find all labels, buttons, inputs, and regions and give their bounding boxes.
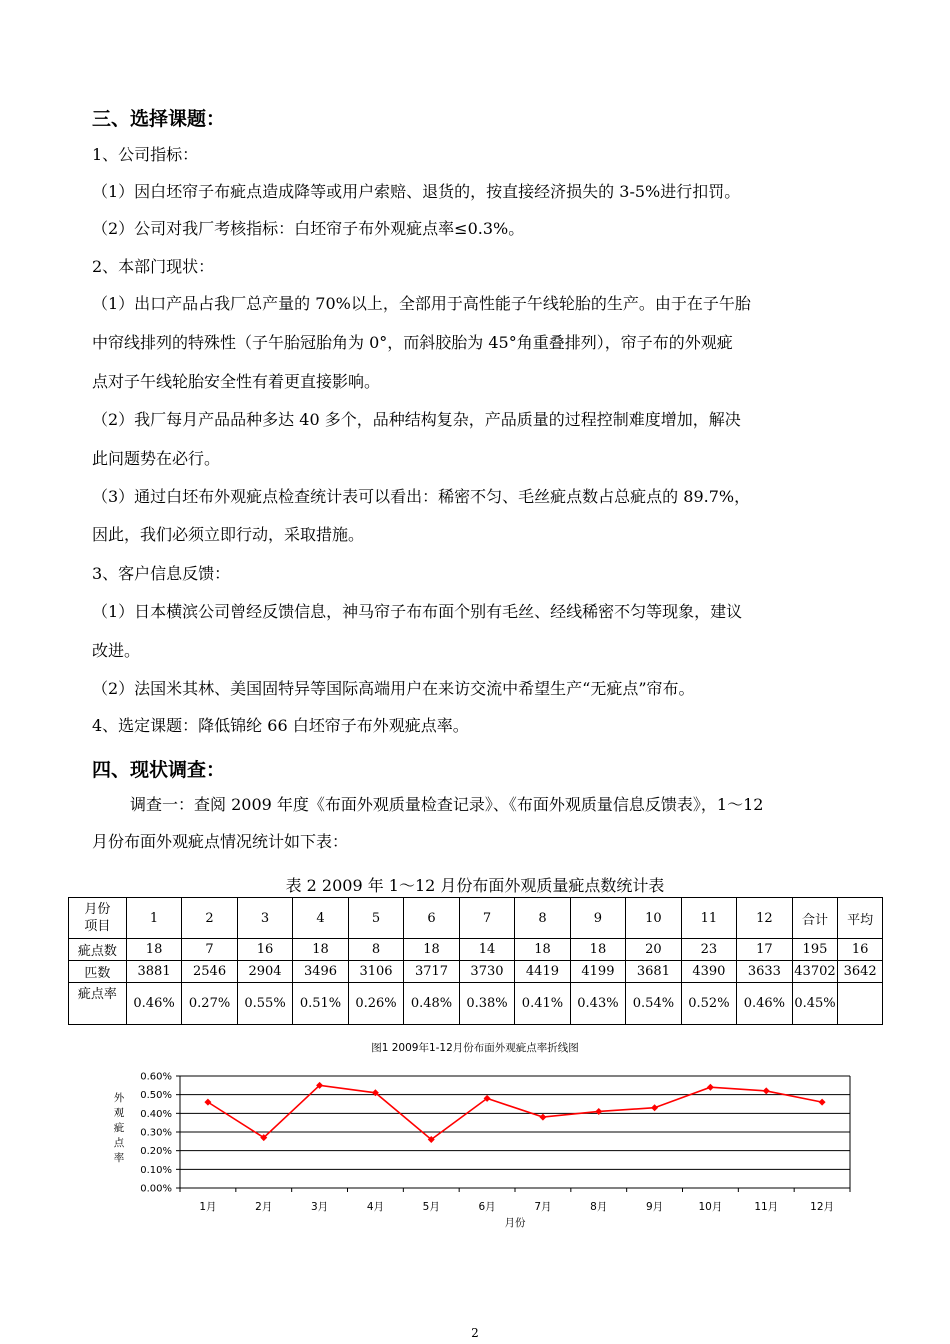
corner-bottom: 项目 bbox=[84, 919, 111, 934]
table-cell: 0.52% bbox=[681, 983, 736, 1025]
data-point bbox=[539, 1114, 546, 1121]
paragraph: （1）日本横滨公司曾经反馈信息，神马帘子布布面个别有毛丝、经线稀密不匀等现象，建议 bbox=[92, 602, 743, 621]
paragraph: （2）我厂每月产品品种多达 40 多个，品种结构复杂，产品质量的过程控制难度增加，解决 bbox=[92, 410, 741, 429]
x-tick-label: 10月 bbox=[698, 1201, 723, 1213]
y-tick-label: 0.50% bbox=[140, 1090, 172, 1102]
table-cell: 16 bbox=[237, 939, 292, 961]
table-cell: 18 bbox=[570, 939, 625, 961]
paragraph: 点对子午线轮胎安全性有着更直接影响。 bbox=[92, 372, 381, 391]
column-header: 1 bbox=[126, 898, 181, 939]
table-cell: 0.27% bbox=[182, 983, 237, 1025]
paragraph: 3、客户信息反馈： bbox=[92, 564, 231, 583]
column-header: 8 bbox=[515, 898, 570, 939]
table-cell: 4419 bbox=[515, 961, 570, 983]
paragraph: （1）因白坯帘子布疵点造成降等或用户索赔、退货的，按直接经济损失的 3-5%进行扣罚。 bbox=[92, 182, 741, 201]
table-cell: 7 bbox=[182, 939, 237, 961]
paragraph: （2）法国米其林、美国固特异等国际高端用户在来访交流中希望生产“无疵点”帘布。 bbox=[92, 679, 695, 698]
paragraph: 此问题势在必行。 bbox=[92, 449, 221, 468]
table-cell: 3106 bbox=[348, 961, 403, 983]
paragraph: 1、公司指标： bbox=[92, 145, 199, 164]
x-tick-label: 4月 bbox=[366, 1201, 385, 1213]
y-tick-label: 0.20% bbox=[140, 1146, 172, 1158]
column-header: 10 bbox=[626, 898, 681, 939]
table-cell: 0.45% bbox=[792, 983, 838, 1025]
table-cell: 3717 bbox=[404, 961, 459, 983]
table-cell: 4390 bbox=[681, 961, 736, 983]
x-tick-label: 2月 bbox=[255, 1201, 273, 1213]
row-label: 匹数 bbox=[69, 961, 127, 983]
table-cell: 195 bbox=[792, 939, 838, 961]
table-cell: 0.46% bbox=[126, 983, 181, 1025]
y-tick-label: 0.40% bbox=[140, 1108, 172, 1120]
section4-heading: 四、现状调查： bbox=[92, 759, 226, 781]
table-cell: 2546 bbox=[182, 961, 237, 983]
paragraph: 2、本部门现状： bbox=[92, 257, 215, 276]
paragraph: 改进。 bbox=[92, 641, 141, 660]
table-cell: 0.41% bbox=[515, 983, 570, 1025]
column-header: 9 bbox=[570, 898, 625, 939]
x-tick-label: 5月 bbox=[422, 1201, 440, 1213]
table-cell: 8 bbox=[348, 939, 403, 961]
row-label: 疵点率 bbox=[69, 983, 127, 1025]
column-header: 4 bbox=[293, 898, 348, 939]
x-tick-label: 1月 bbox=[199, 1201, 217, 1213]
table-cell: 20 bbox=[626, 939, 681, 961]
row-label: 疵点数 bbox=[69, 939, 127, 961]
table-cell: 16 bbox=[838, 939, 883, 961]
data-point bbox=[763, 1087, 770, 1094]
table-cell: 0.38% bbox=[459, 983, 514, 1025]
y-axis-label: 外观疵点率 bbox=[113, 1092, 125, 1164]
paragraph: 因此，我们必须立即行动，采取措施。 bbox=[92, 525, 365, 544]
data-point bbox=[651, 1104, 658, 1111]
column-header: 2 bbox=[182, 898, 237, 939]
y-tick-label: 0.10% bbox=[140, 1164, 172, 1176]
table-cell: 0.48% bbox=[404, 983, 459, 1025]
paragraph: （1）出口产品占我厂总产量的 70%以上，全部用于高性能子午线轮胎的生产。由于在子午胎 bbox=[92, 294, 751, 313]
chart-title: 图1 2009年1-12月份布面外观疵点率折线图 bbox=[371, 1042, 579, 1054]
table-cell: 0.43% bbox=[570, 983, 625, 1025]
corner-top: 月份 bbox=[84, 902, 111, 917]
table-cell: 0.54% bbox=[626, 983, 681, 1025]
column-header: 5 bbox=[348, 898, 403, 939]
data-point bbox=[707, 1084, 714, 1091]
table-cell: 3881 bbox=[126, 961, 181, 983]
column-header: 6 bbox=[404, 898, 459, 939]
page-number: 2 bbox=[471, 1326, 479, 1340]
y-tick-label: 0.00% bbox=[140, 1183, 172, 1195]
paragraph: 调查一：查阅 2009 年度《布面外观质量检查记录》、《布面外观质量信息反馈表》，1～12 bbox=[130, 795, 764, 814]
table-cell: 4199 bbox=[570, 961, 625, 983]
column-header: 合计 bbox=[792, 898, 838, 939]
table-cell: 18 bbox=[404, 939, 459, 961]
x-tick-label: 8月 bbox=[590, 1201, 608, 1213]
data-point bbox=[595, 1108, 602, 1115]
table-caption: 表 2 2009 年 1～12 月份布面外观质量疵点数统计表 bbox=[285, 876, 665, 895]
section3-heading: 三、选择课题： bbox=[92, 108, 226, 130]
x-tick-label: 6月 bbox=[478, 1201, 496, 1213]
x-tick-label: 3月 bbox=[310, 1201, 329, 1213]
y-tick-label: 0.30% bbox=[140, 1127, 172, 1139]
table-cell: 3681 bbox=[626, 961, 681, 983]
table-cell: 0.51% bbox=[293, 983, 348, 1025]
table-cell: 3496 bbox=[293, 961, 348, 983]
table-cell: 0.55% bbox=[237, 983, 292, 1025]
data-point bbox=[819, 1099, 826, 1106]
table-cell: 3642 bbox=[838, 961, 883, 983]
table-cell: 0.26% bbox=[348, 983, 403, 1025]
paragraph: 月份布面外观疵点情况统计如下表： bbox=[92, 832, 349, 851]
table-cell: 18 bbox=[293, 939, 348, 961]
table-cell: 3730 bbox=[459, 961, 514, 983]
paragraph: 4、选定课题：降低锦纶 66 白坯帘子布外观疵点率。 bbox=[92, 716, 469, 735]
table-cell: 14 bbox=[459, 939, 514, 961]
series-line bbox=[208, 1085, 822, 1139]
table-cell: 2904 bbox=[237, 961, 292, 983]
table-cell: 18 bbox=[126, 939, 181, 961]
table-cell: 3633 bbox=[737, 961, 792, 983]
paragraph: （2）公司对我厂考核指标：白坯帘子布外观疵点率≤0.3%。 bbox=[92, 219, 525, 238]
column-header: 12 bbox=[737, 898, 792, 939]
paragraph: （3）通过白坯布外观疵点检查统计表可以看出：稀密不匀、毛丝疵点数占总疵点的 89.7%， bbox=[92, 487, 751, 506]
x-axis-label: 月份 bbox=[504, 1217, 526, 1229]
x-tick-label: 7月 bbox=[534, 1201, 552, 1213]
table-cell: 43702 bbox=[792, 961, 838, 983]
column-header: 3 bbox=[237, 898, 292, 939]
table-cell: 18 bbox=[515, 939, 570, 961]
x-tick-label: 12月 bbox=[810, 1201, 835, 1213]
paragraph: 中帘线排列的特殊性（子午胎冠胎角为 0°，而斜胶胎为 45°角重叠排列），帘子布的外观疵 bbox=[92, 333, 733, 352]
table-cell: 0.46% bbox=[737, 983, 792, 1025]
column-header: 7 bbox=[459, 898, 514, 939]
column-header: 11 bbox=[681, 898, 736, 939]
column-header: 平均 bbox=[838, 898, 883, 939]
y-tick-label: 0.60% bbox=[140, 1071, 172, 1083]
x-tick-label: 11月 bbox=[754, 1201, 779, 1213]
table-cell: 17 bbox=[737, 939, 792, 961]
x-tick-label: 9月 bbox=[645, 1201, 664, 1213]
table-cell: 23 bbox=[681, 939, 736, 961]
